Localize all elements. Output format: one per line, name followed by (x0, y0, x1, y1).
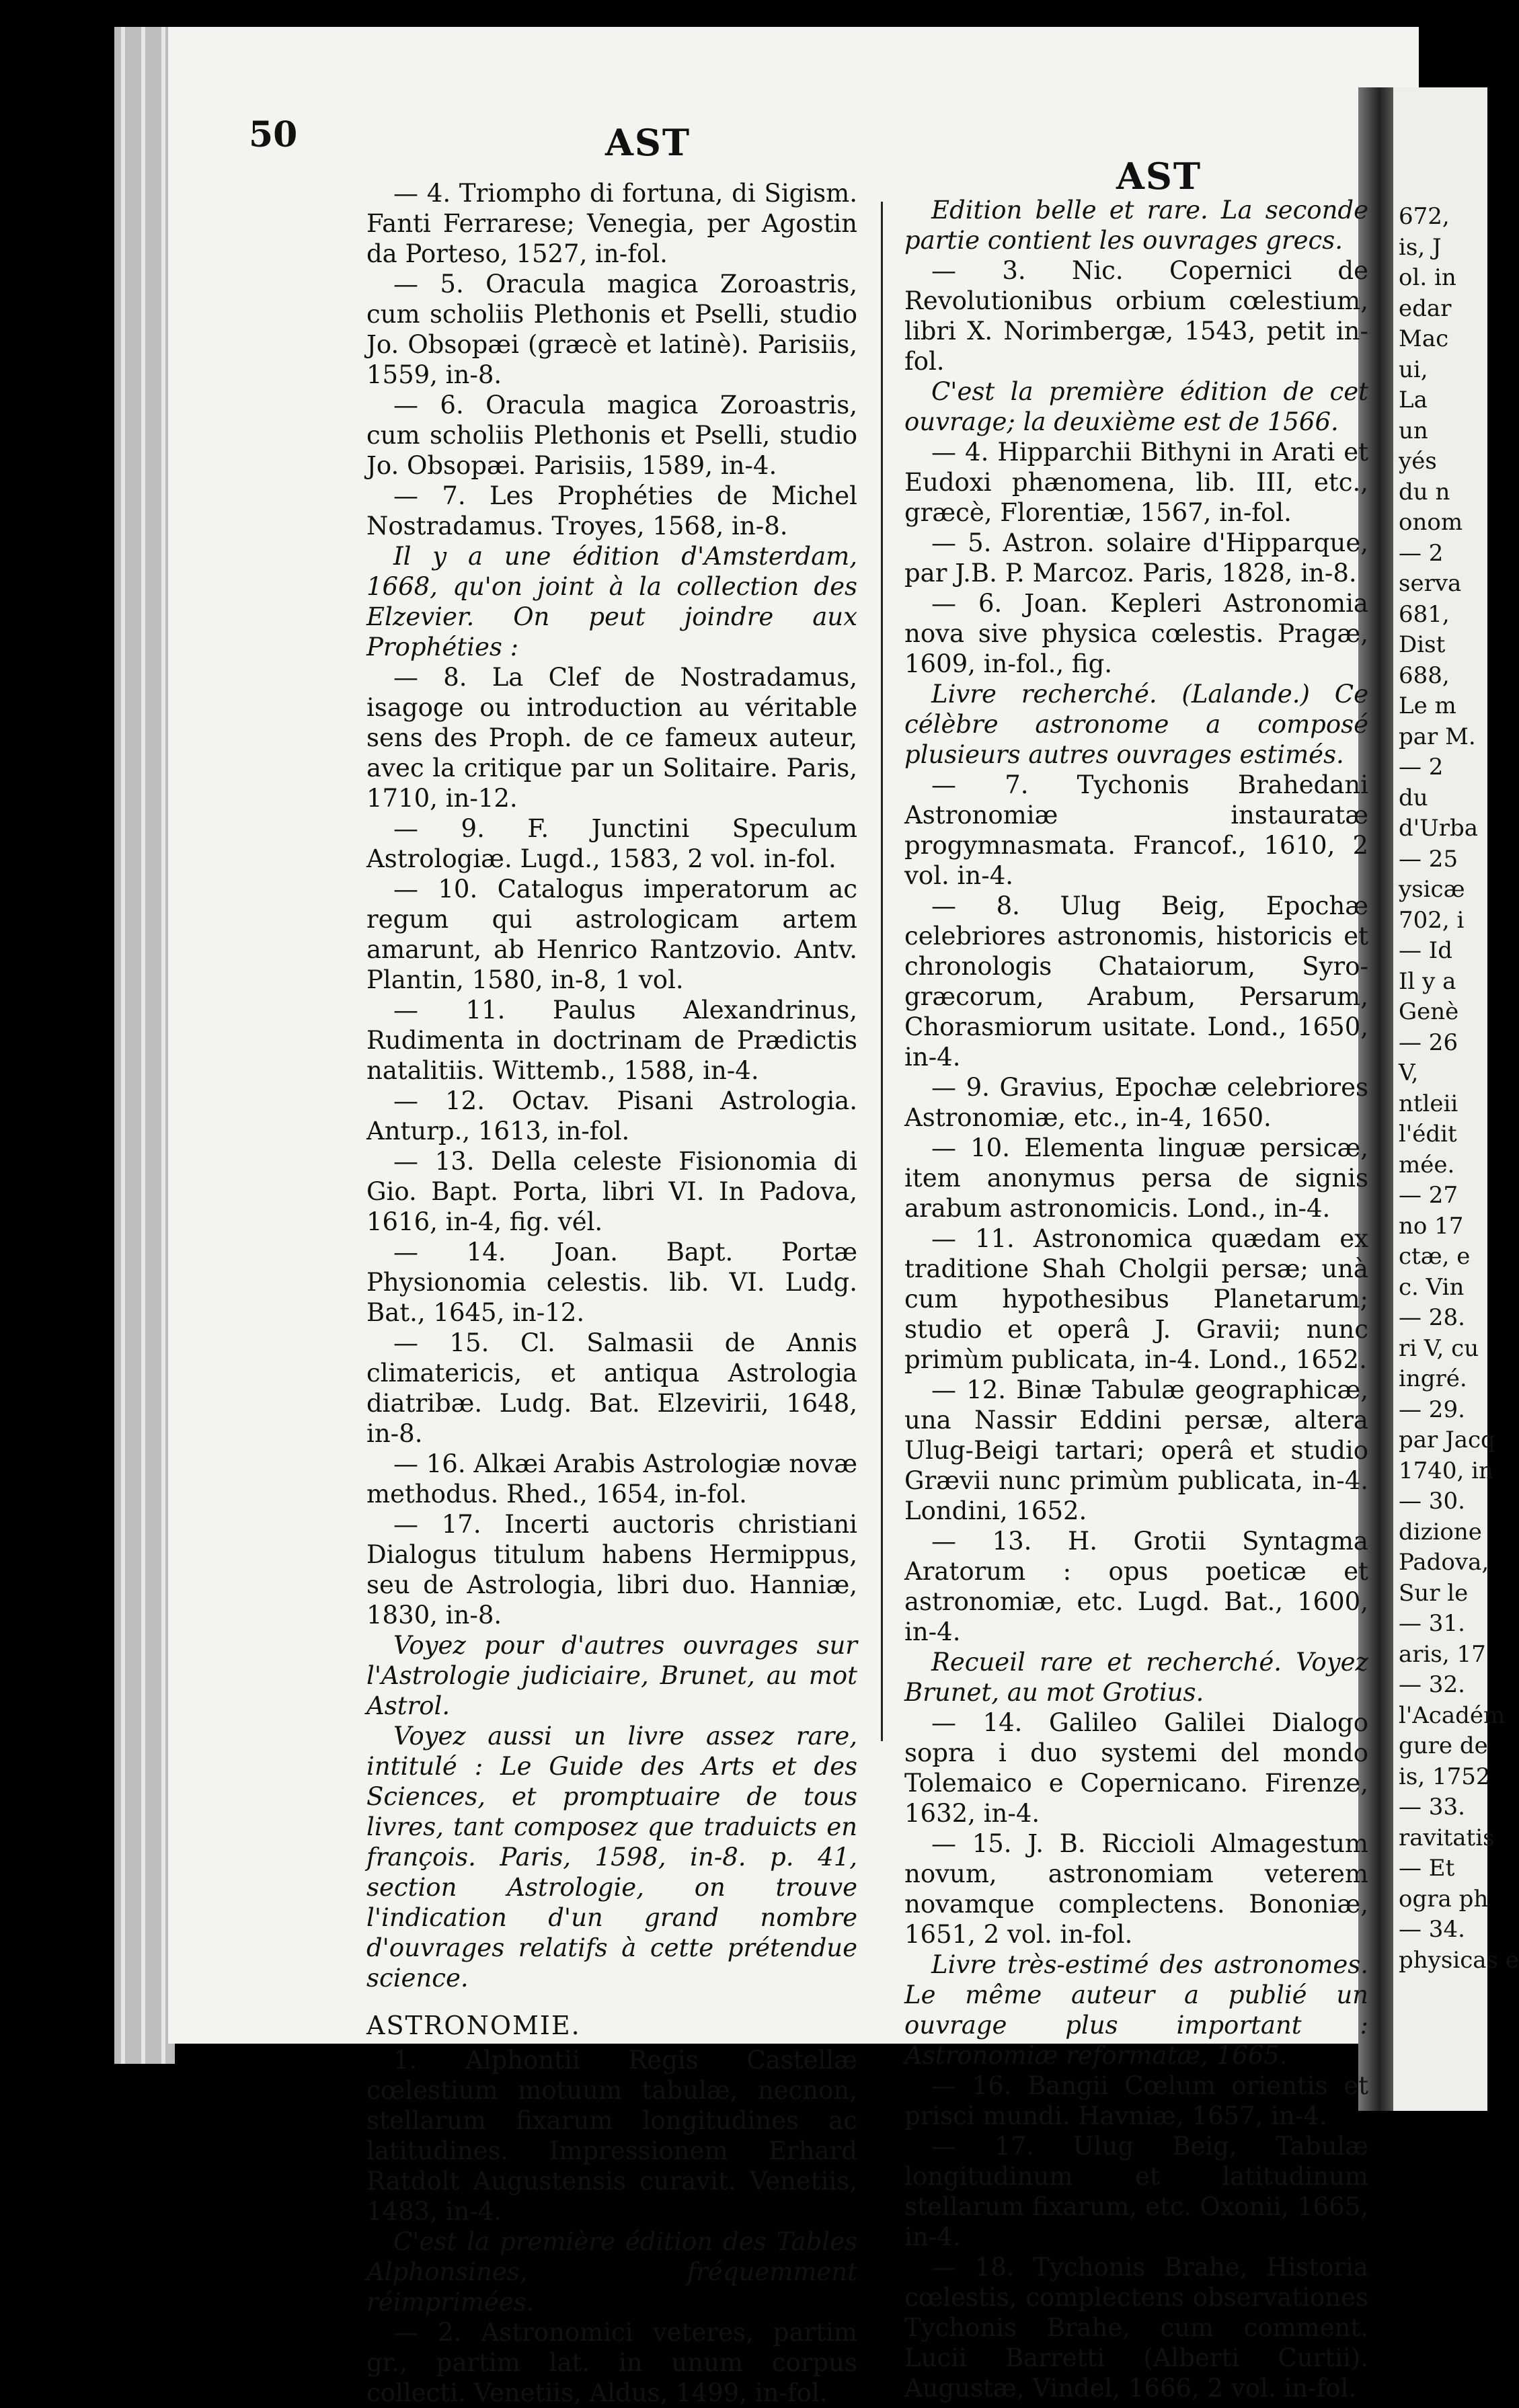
adjacent-page-fragment: 702, i (1399, 906, 1465, 934)
entry: — 2. Astronomici veteres, partim gr., partim lat. in unum corpus collecti. Venetiis, Aldus, 1499, in-fol. (366, 2318, 857, 2407)
entry: — 13. Della celeste Fisionomia di Gio. Bapt. Porta, libri VI. In Padova, 1616, in-4, fig. vél. (366, 1147, 857, 1236)
page-number: 50 (249, 114, 298, 155)
book-edge (114, 27, 175, 2064)
adjacent-page-fragment: is, J (1399, 233, 1442, 261)
adjacent-page-fragment: Padova, (1399, 1549, 1489, 1576)
entry: — 15. Cl. Salmasii de Annis climatericis, et antiqua Astrologia diatribæ. Ludg. Bat. Elzevirii, 1648, in-8. (366, 1328, 857, 1448)
adjacent-page-fragment: Mac (1399, 325, 1449, 352)
adjacent-page-fragment: serva (1399, 570, 1462, 597)
note: Edition belle et rare. La seconde partie contient les ouvrages grecs. (904, 196, 1368, 255)
adjacent-page-fragment: un (1399, 417, 1428, 444)
adjacent-page-fragment: — 34. (1399, 1916, 1465, 1943)
note: Livre très-estimé des astronomes. Le même auteur a publié un ouvrage plus important : Astronomiæ reformatæ, 1665. (904, 1950, 1368, 2070)
adjacent-page-fragment: Le m (1399, 692, 1456, 719)
adjacent-page-fragment: dizione (1399, 1518, 1482, 1546)
entry: — 9. F. Junctini Speculum Astrologiæ. Lugd., 1583, 2 vol. in-fol. (366, 814, 857, 873)
running-head-left: AST (605, 121, 691, 164)
adjacent-page-fragment: ctæ, e (1399, 1243, 1471, 1270)
adjacent-page-fragment: — 26 (1399, 1029, 1458, 1056)
adjacent-page-fragment: ri V, cu (1399, 1334, 1479, 1362)
adjacent-page-fragment: 681, (1399, 600, 1450, 628)
entry: — 11. Paulus Alexandrinus, Rudimenta in doctrinam de Prædictis natalitiis. Wittemb., 1588, in-4. (366, 996, 857, 1085)
adjacent-page-fragment: par Jacq (1399, 1427, 1495, 1453)
adjacent-page-fragment: — 25 (1399, 845, 1458, 873)
note: C'est la première édition des Tables Alphonsines, fréquemment réimprimées. (366, 2227, 857, 2317)
entry: — 6. Joan. Kepleri Astronomia nova sive physica cœlestis. Pragæ, 1609, in-fol., fig. (904, 589, 1368, 678)
adjacent-page-fragment: onom (1399, 509, 1463, 536)
entry: — 8. La Clef de Nostradamus, isagoge ou introduction au véritable sens des Proph. de ce fameux auteur, avec la critique par un Solitaire. Paris, 1710, in-12. (366, 663, 857, 813)
adjacent-page-fragment: — 33. (1399, 1794, 1465, 1820)
adjacent-page-fragment: c. Vin (1399, 1273, 1465, 1301)
entry: — 18. Tychonis Brahe, Historia cœlestis, complectens observationes Tychonis Brahe, cum comment. Lucii Barretti (Alberti Curtii). Augustæ, Vindel, 1666, 2 vol. in-fol. (904, 2253, 1368, 2403)
entry: — 16. Bangii Cœlum orientis et prisci mundi. Havniæ, 1657, in-4. (904, 2071, 1368, 2130)
adjacent-page-fragment: du (1399, 784, 1428, 811)
adjacent-page-fragment: gure de (1399, 1732, 1488, 1759)
adjacent-page-fragment: — 30. (1399, 1488, 1465, 1515)
adjacent-page-fragment: — 28. (1399, 1304, 1465, 1331)
entry: — 14. Joan. Bapt. Portæ Physionomia celestis. lib. VI. Ludg. Bat., 1645, in-12. (366, 1238, 857, 1327)
adjacent-page-fragment: mée. (1399, 1151, 1455, 1178)
entry: — 5. Astron. solaire d'Hipparque, par J.B. P. Marcoz. Paris, 1828, in-8. (904, 528, 1368, 588)
adjacent-page-fragment: — 2 (1399, 754, 1444, 780)
entry: — 8. Ulug Beig, Epochæ celebriores astronomis, historicis et chronologis Chataiorum, Syro-græcorum, Arabum, Persarum, Chorasmiorum usitate. Lond., 1650, in-4. (904, 891, 1368, 1072)
entry: — 11. Astronomica quædam ex traditione Shah Cholgii persæ; unà cum hypothesibus Planetarum; studio et operâ J. Gravii; nunc primùm publicata, in-4. Lond., 1652. (904, 1224, 1368, 1374)
note: Voyez pour d'autres ouvrages sur l'Astrologie judiciaire, Brunet, au mot Astrol. (366, 1631, 857, 1720)
note: Voyez aussi un livre assez rare, intitulé : Le Guide des Arts et des Sciences, et promptuaire de tous livres, tant composez que traduicts en françois. Paris, 1598, in-8. p. 41, section Astrologie, on trouve l'indication d'un grand nombre d'ouvrages relatifs à cette prétendue science. (366, 1722, 857, 1993)
adjacent-page-fragment: du n (1399, 478, 1450, 506)
entry: — 10. Elementa linguæ persicæ, item anonymus persa de signis arabum astronomicis. Lond., in-4. (904, 1133, 1368, 1223)
note: Il y a une édition d'Amsterdam, 1668, qu'on joint à la collection des Elzevier. On peut joindre aux Prophéties : (366, 542, 857, 661)
adjacent-page-fragment: — 29. (1399, 1396, 1465, 1423)
entry: — 16. Alkæi Arabis Astrologiæ novæ methodus. Rhed., 1654, in-fol. (366, 1449, 857, 1509)
adjacent-page-fragment: ingré. (1399, 1365, 1467, 1392)
adjacent-page-fragment: Sur le (1399, 1579, 1469, 1607)
entry: — 17. Ulug Beig, Tabulæ longitudinum et latitudinum stellarum fixarum, etc. Oxonii, 1665, in-4. (904, 2132, 1368, 2251)
entry: — 15. J. B. Riccioli Almagestum novum, astronomiam veterem novamque complectens. Bononiæ, 1651, 2 vol. in-fol. (904, 1829, 1368, 1949)
adjacent-page-fragment: physicas e (1399, 1946, 1519, 1974)
adjacent-page-fragment: — 27 (1399, 1182, 1458, 1209)
adjacent-page-fragment: La (1399, 387, 1428, 413)
adjacent-page-fragment: l'Académ (1399, 1701, 1506, 1729)
adjacent-page-fragment: par M. (1399, 723, 1476, 750)
adjacent-page-fragment: — 2 (1399, 539, 1444, 567)
entry: — 14. Galileo Galilei Dialogo sopra i duo systemi del mondo Tolemaico e Copernicano. Firenze, 1632, in-4. (904, 1708, 1368, 1828)
adjacent-page-fragment: — 31. (1399, 1610, 1465, 1637)
adjacent-page-fragment: is, 1752 (1399, 1763, 1491, 1790)
note: C'est la première édition de cet ouvrage; la deuxième est de 1566. (904, 377, 1368, 436)
adjacent-page-fragment: Genè (1399, 998, 1459, 1025)
right-column (904, 195, 1368, 2403)
adjacent-page-fragment: ol. in (1399, 264, 1456, 291)
column-rule (881, 202, 883, 1741)
adjacent-page-fragment: no 17 (1399, 1212, 1464, 1240)
adjacent-page-fragment: ogra ph (1399, 1885, 1489, 1913)
entry: — 4. Hipparchii Bithyni in Arati et Eudoxi phænomena, lib. III, etc., græcè, Florentiæ, 1567, in-fol. (904, 438, 1368, 527)
adjacent-page-fragment: 688, (1399, 661, 1450, 689)
entry: — 17. Incerti auctoris christiani Dialogus titulum habens Hermippus, seu de Astrologia, libri duo. Hanniæ, 1830, in-8. (366, 1510, 857, 1630)
entry: — 7. Tychonis Brahedani Astronomiæ instauratæ progymnasmata. Francof., 1610, 2 vol. in-4. (904, 770, 1368, 890)
note: Livre recherché. (Lalande.) Ce célèbre astronome a composé plusieurs autres ouvrages estimés. (904, 680, 1368, 769)
section-heading: ASTRONOMIE. (366, 2011, 581, 2040)
entry: — 12. Octav. Pisani Astrologia. Anturp., 1613, in-fol. (366, 1086, 857, 1146)
adjacent-page-fragment: — 32. (1399, 1671, 1465, 1698)
adjacent-page-fragment: ravitatis (1399, 1824, 1495, 1851)
adjacent-page-fragment: — Et (1399, 1855, 1455, 1882)
entry: — 7. Les Prophéties de Michel Nostradamus. Troyes, 1568, in-8. (366, 481, 857, 540)
entry: — 13. H. Grotii Syntagma Aratorum : opus poeticæ et astronomiæ, etc. Lugd. Bat., 1600, in-4. (904, 1527, 1368, 1646)
entry: — 4. Triompho di fortuna, di Sigism. Fanti Ferrarese; Venegia, per Agostin da Porteso, 1527, in-fol. (366, 179, 857, 268)
adjacent-page-fragment: aris, 17 (1399, 1640, 1486, 1668)
entry: — 12. Binæ Tabulæ geographicæ, una Nassir Eddini persæ, altera Ulug-Beigi tartari; operâ et studio Grævii nunc primùm publicata, in-4. Londini, 1652. (904, 1375, 1368, 1525)
adjacent-page-fragment: l'édit (1399, 1121, 1457, 1148)
entry: — 6. Oracula magica Zoroastris, cum scholiis Plethonis et Pselli, studio Jo. Obsopæi. Parisiis, 1589, in-4. (366, 391, 857, 480)
entry: — 3. Nic. Copernici de Revolutionibus orbium cœlestium, libri X. Norimbergæ, 1543, petit in-fol. (904, 256, 1368, 376)
entry: — 10. Catalogus imperatorum ac regum qui astrologicam artem amarunt, ab Henrico Rantzovio. Antv. Plantin, 1580, in-8, 1 vol. (366, 875, 857, 994)
adjacent-page-fragment: edar (1399, 294, 1452, 322)
note: Recueil rare et recherché. Voyez Brunet, au mot Grotius. (904, 1648, 1368, 1707)
adjacent-page-fragment: ui, (1399, 356, 1428, 383)
adjacent-page-fragment: V, (1399, 1059, 1419, 1086)
adjacent-page-fragment: yés (1399, 448, 1437, 475)
adjacent-page-fragment: ntleii (1399, 1090, 1458, 1117)
entry: 1. Alphontii Regis Castellæ cœlestium motuum tabulæ, necnon, stellarum fixarum longitudines ac latitudines. Impressionem Erhard Ratdolt Augustensis curavit. Venetiis, 1483, in-4. (366, 2046, 857, 2226)
adjacent-page-fragment: ysicæ (1399, 876, 1465, 903)
running-head-right: AST (1116, 155, 1202, 198)
adjacent-page-fragment: Il y a (1399, 967, 1456, 995)
adjacent-page-fragment: 1740, in (1399, 1457, 1493, 1484)
adjacent-page-fragment: d'Urba (1399, 815, 1479, 842)
adjacent-page-fragment: 672, (1399, 203, 1450, 230)
entry: — 9. Gravius, Epochæ celebriores Astronomiæ, etc., in-4, 1650. (904, 1073, 1368, 1132)
entry: — 5. Oracula magica Zoroastris, cum scholiis Plethonis et Pselli, studio Jo. Obsopæi (græcè et latinè). Parisiis, 1559, in-8. (366, 270, 857, 389)
adjacent-page-fragment: Dist (1399, 631, 1446, 658)
left-column (366, 178, 857, 2408)
adjacent-page-fragment: — Id (1399, 937, 1453, 964)
